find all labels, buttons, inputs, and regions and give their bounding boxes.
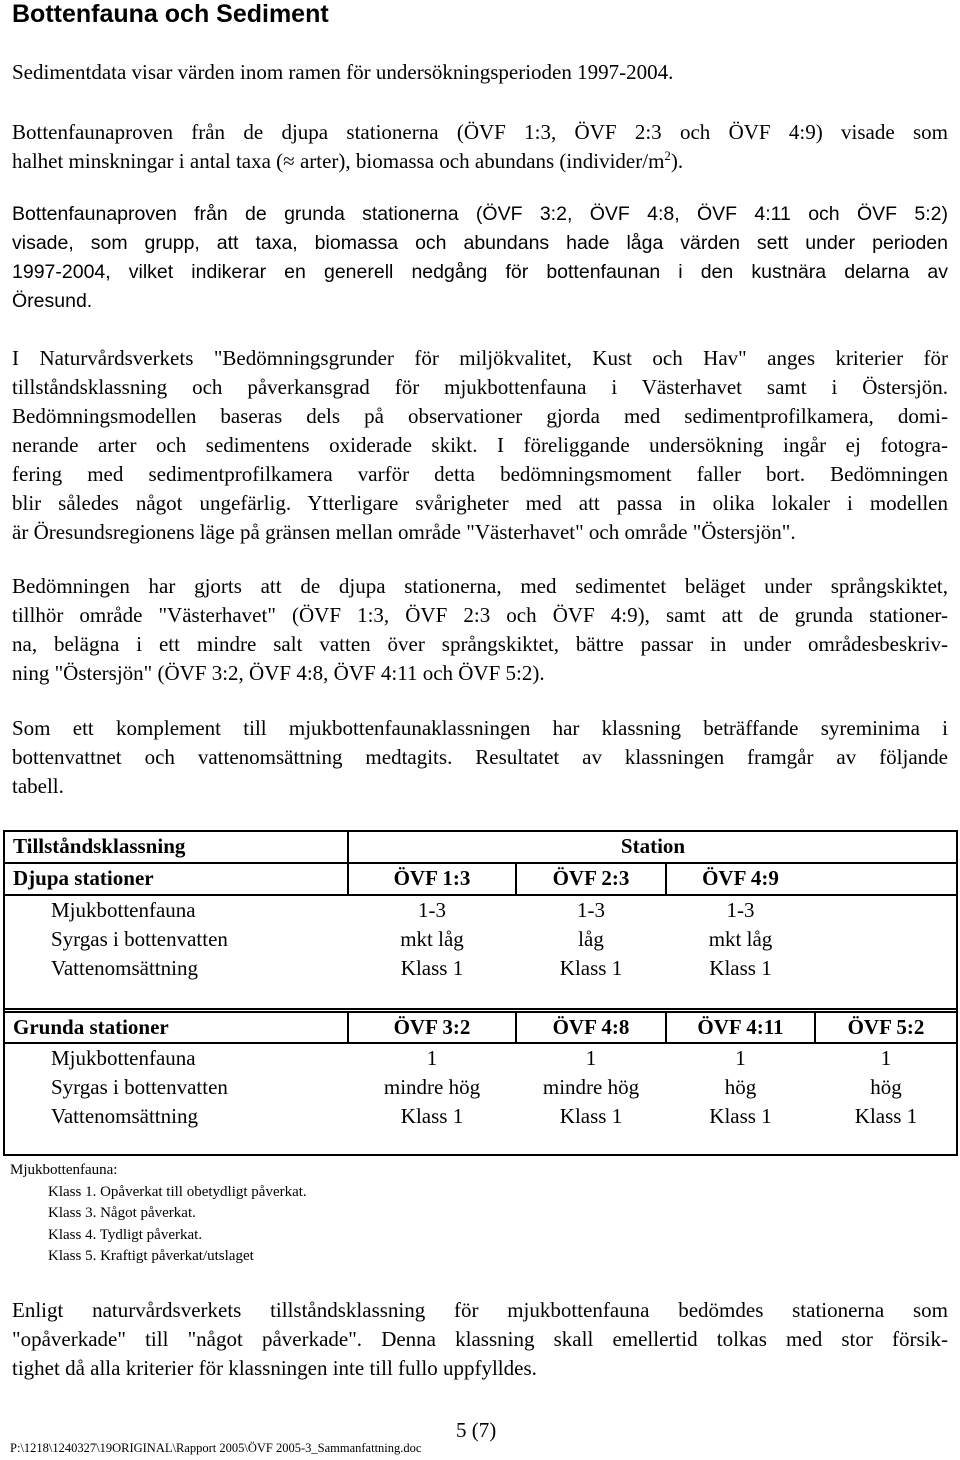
- text-segment: halhet minskningar i antal taxa (≈ arter), biomassa och abundans (individer/m: [12, 149, 665, 173]
- file-path: P:\1218\1240327\19ORIGINAL\Rapport 2005\ÖVF 2005-3_Sammanfattning.doc: [10, 1441, 422, 1455]
- text-line: bottenvattnet och vattenomsättning medtagits. Resultatet av klassningen framgår av följande: [12, 745, 948, 769]
- table-cell: låg: [578, 927, 604, 951]
- paragraph-assessment-areas: [12, 572, 948, 688]
- deep-stations-label: Djupa stationer: [13, 866, 154, 890]
- text-line: är Öresundsregionens läge på gränsen mellan område "Västerhavet" och område "Östersjön".: [12, 520, 796, 544]
- table-cell: 1-3: [577, 898, 605, 922]
- table-header-classification: Tillståndsklassning: [13, 834, 186, 858]
- table-cell: hög: [870, 1075, 902, 1099]
- text-line: "opåverkade" till "något påverkade". Denna klassning skall emellertid tolkas med stor försik-: [12, 1327, 948, 1351]
- row-label: Syrgas i bottenvatten: [51, 927, 228, 951]
- shallow-stations-label: Grunda stationer: [13, 1015, 169, 1039]
- table-cell: 1-3: [726, 898, 755, 922]
- text-line: visade, som grupp, att taxa, biomassa och abundans hade låga värden sett under perioden: [12, 232, 948, 254]
- text-line: I Naturvårdsverkets "Bedömningsgrunder för miljökvalitet, Kust och Hav" anges kriterier för: [12, 346, 948, 370]
- text-line: tillhör område "Västerhavet" (ÖVF 1:3, ÖVF 2:3 och ÖVF 4:9), samt att de grunda stationer-: [12, 603, 948, 627]
- table-rule: [5, 1008, 956, 1010]
- station-header: ÖVF 4:11: [697, 1015, 784, 1039]
- table-cell: Klass 1: [709, 956, 772, 980]
- table-cell: 1: [880, 1046, 892, 1070]
- table-cell: 1: [585, 1046, 597, 1070]
- text-line: nerande arter och sedimentens oxiderade skikt. I föreliggande undersökning ingår ej fotogra-: [12, 433, 948, 457]
- section-title: Bottenfauna och Sediment: [12, 0, 329, 28]
- text-line: Enligt naturvårdsverkets tillståndsklassning för mjukbottenfauna bedömdes stationerna som: [12, 1298, 948, 1322]
- table-cell: 1: [426, 1046, 438, 1070]
- table-cell: hög: [724, 1075, 757, 1099]
- table-header-station: Station: [620, 834, 686, 858]
- table-cell: Klass 1: [854, 1104, 918, 1128]
- paragraph-sediment-data: [12, 58, 948, 87]
- text-line: tillståndsklassning och påverkansgrad för mjukbottenfauna i Västerhavet samt i Östersjön.: [12, 375, 948, 399]
- paragraph-deep-stations: [12, 118, 948, 176]
- text-line: tabell.: [12, 774, 64, 798]
- table-cell: mindre hög: [383, 1075, 481, 1099]
- text-line: fering med sedimentprofilkamera varför detta bedömningsmoment faller bort. Bedömningen: [12, 462, 948, 486]
- station-header: ÖVF 3:2: [393, 1015, 471, 1039]
- text-line: Bedömningen har gjorts att de djupa stationerna, med sedimentet beläget under språngskiktet,: [12, 574, 948, 598]
- station-header: ÖVF 5:2: [847, 1015, 925, 1039]
- text-line: [12, 147, 948, 176]
- station-header: ÖVF 4:8: [552, 1015, 630, 1039]
- table-cell: Klass 1: [400, 956, 464, 980]
- table-legend: [10, 1160, 307, 1268]
- table-cell: mkt låg: [400, 927, 464, 951]
- text-line: 1997-2004, vilket indikerar en generell nedgång för bottenfaunan i den kustnära delarna av: [12, 261, 948, 283]
- text-line: na, belägna i ett mindre salt vatten över språngskiktet, bättre passar in under områdesbeskriv-: [12, 632, 948, 656]
- paragraph-conclusion: [12, 1296, 948, 1383]
- paragraph-shallow-stations: [12, 200, 948, 316]
- table-cell: Klass 1: [709, 1104, 772, 1128]
- station-header: ÖVF 1:3: [393, 866, 471, 890]
- text-line: blir således något ungefärlig. Ytterligare svårigheter med att passa in olika lokaler i modellen: [12, 491, 948, 515]
- row-label: Mjukbottenfauna: [51, 1046, 196, 1070]
- legend-item: Klass 1. Opåverkat till obetydligt påverkat.: [48, 1183, 307, 1200]
- legend-heading: Mjukbottenfauna:: [10, 1162, 118, 1178]
- paragraph-complement: [12, 714, 948, 801]
- table-cell: 1: [735, 1046, 746, 1070]
- text-segment: ).: [670, 149, 684, 173]
- station-header: ÖVF 4:9: [702, 866, 779, 890]
- row-label: Vattenomsättning: [51, 1104, 198, 1128]
- table-cell: Klass 1: [559, 1104, 623, 1128]
- text-line: Som ett komplement till mjukbottenfaunaklassningen har klassning beträffande syreminima i: [12, 716, 948, 740]
- table-cell: 1-3: [418, 898, 446, 922]
- text-line: Sedimentdata visar värden inom ramen för undersökningsperioden 1997-2004.: [12, 60, 674, 84]
- text-line: ning "Östersjön" (ÖVF 3:2, ÖVF 4:8, ÖVF 4:11 och ÖVF 5:2).: [12, 661, 545, 685]
- legend-item: Klass 4. Tydligt påverkat.: [48, 1226, 203, 1243]
- table-cell: mindre hög: [542, 1075, 640, 1099]
- paragraph-assessment-criteria: [12, 344, 948, 547]
- text-line: tighet då alla kriterier för klassningen inte till fullo uppfylldes.: [12, 1356, 537, 1380]
- page-number: 5 (7): [456, 1418, 497, 1442]
- row-label: Syrgas i bottenvatten: [51, 1075, 228, 1099]
- superscript: 2: [664, 148, 671, 163]
- text-line: Bedömningsmodellen baseras dels på observationer gjorda med sedimentprofilkamera, domi-: [12, 404, 948, 428]
- table-cell: mkt låg: [708, 927, 773, 951]
- station-header: ÖVF 2:3: [552, 866, 630, 890]
- row-label: Mjukbottenfauna: [51, 898, 196, 922]
- text-line: Bottenfaunaproven från de grunda stationerna (ÖVF 3:2, ÖVF 4:8, ÖVF 4:11 och ÖVF 5:2): [12, 203, 948, 225]
- text-line: Bottenfaunaproven från de djupa stationerna (ÖVF 1:3, ÖVF 2:3 och ÖVF 4:9) visade som: [12, 120, 948, 144]
- legend-item: Klass 5. Kraftigt påverkat/utslaget: [48, 1248, 254, 1264]
- table-cell: Klass 1: [400, 1104, 464, 1128]
- text-line: Öresund.: [12, 290, 93, 312]
- row-label: Vattenomsättning: [51, 956, 198, 980]
- table-cell: Klass 1: [559, 956, 623, 980]
- legend-item: Klass 3. Något påverkat.: [48, 1205, 196, 1221]
- classification-table: [3, 830, 958, 1156]
